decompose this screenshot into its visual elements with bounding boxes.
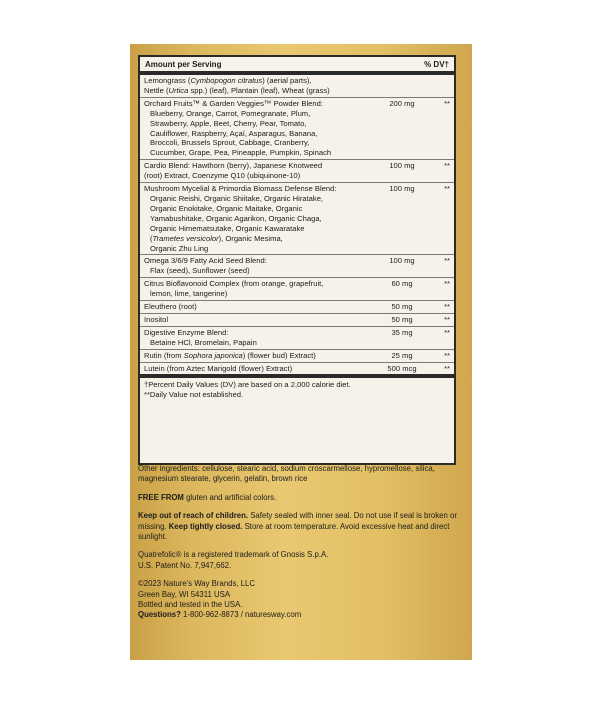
ingredient-line: Yamabushitake, Organic Agarikon, Organic Chaga, (150, 213, 322, 223)
questions-contact: 1-800-962-8873 / naturesway.com (180, 610, 302, 620)
ingredient-amount: 100 mg (389, 184, 415, 194)
ingredient-line: Cardio Blend: Hawthorn (berry), Japanese Knotweed (144, 161, 323, 171)
ingredient-dv: ** (444, 350, 450, 360)
supplement-facts-panel (138, 55, 456, 465)
ingredient-row (140, 75, 454, 98)
ingredient-line: Digestive Enzyme Blend: (144, 327, 229, 337)
ingredient-row (140, 278, 454, 301)
ingredient-row (140, 301, 454, 314)
ingredient-line: (Trametes versicolor), Organic Mesima, (150, 233, 283, 243)
ingredient-line: Organic Himematsutake, Organic Kawaratake (150, 223, 305, 233)
ingredient-dv: ** (444, 363, 450, 373)
copyright-line: ©2023 Nature's Way Brands, LLC (138, 579, 256, 589)
patent-line: U.S. Patent No. 7,947,662. (138, 560, 232, 570)
ingredient-amount: 60 mg (391, 279, 413, 289)
free-from (138, 493, 458, 503)
warning-text (138, 511, 458, 542)
facts-footnotes (140, 378, 454, 402)
ingredient-amount: 100 mg (389, 161, 415, 171)
footnote-not-established: **Daily Value not established. (144, 390, 244, 400)
ingredient-dv: ** (444, 256, 450, 266)
ingredient-row (140, 363, 454, 379)
label-text-section (138, 464, 458, 621)
ingredient-row (140, 314, 454, 327)
supplement-label (130, 44, 472, 660)
ingredient-dv: ** (444, 279, 450, 289)
warning-seal-text: Safety sealed with inner seal. Do not use if seal is broken or missing. (138, 511, 457, 531)
ingredient-amount: 50 mg (391, 314, 413, 324)
ingredient-amount: 100 mg (389, 256, 415, 266)
free-from-label: FREE FROM (138, 492, 184, 502)
ingredient-dv: ** (444, 161, 450, 171)
ingredient-line: Rutin (from Sophora japonica) (flower bud) Extract) (144, 350, 316, 360)
ingredient-line: Strawberry, Apple, Beet, Cherry, Pear, Tomato, (150, 118, 307, 128)
ingredient-amount: 25 mg (391, 350, 413, 360)
ingredient-line: Organic Reishi, Organic Shiitake, Organic Hiratake, (150, 193, 324, 203)
questions-label: Questions? (138, 610, 181, 620)
ingredient-line: Orchard Fruits™ & Garden Veggies™ Powder Blend: (144, 98, 323, 108)
ingredient-amount: 35 mg (391, 327, 413, 337)
ingredient-line: Cauliflower, Raspberry, Açaí, Asparagus, Banana, (150, 128, 318, 138)
daily-value-heading: % DV† (424, 59, 449, 69)
ingredient-line: Nettle (Urtica spp.) (leaf), Plantain (leaf), Wheat (grass) (144, 85, 330, 95)
other-ingredients-label: Other ingredients: (138, 464, 200, 473)
ingredient-amount: 200 mg (389, 98, 415, 108)
trademark-notice (138, 550, 458, 571)
footnote-dv: †Percent Daily Values (DV) are based on a 2,000 calorie diet. (144, 380, 351, 390)
trademark-line: Quatrefolic® is a registered trademark of Gnosis S.p.A. (138, 550, 329, 560)
ingredient-row (140, 350, 454, 363)
ingredient-line: Mushroom Mycelial & Primordia Biomass Defense Blend: (144, 184, 337, 194)
ingredient-line: (root) Extract, Coenzyme Q10 (ubiquinone-10) (144, 171, 301, 181)
ingredient-dv: ** (444, 327, 450, 337)
warning-bold-children: Keep out of reach of children. (138, 511, 249, 521)
ingredient-line: Flax (seed), Sunflower (seed) (150, 266, 250, 276)
ingredient-dv: ** (444, 302, 450, 312)
ingredient-line: Organic Zhu Ling (150, 243, 209, 253)
ingredient-line: Cucumber, Grape, Pea, Pineapple, Pumpkin, Spinach (150, 148, 332, 158)
ingredient-line: Lutein (from Aztec Marigold (flower) Extract) (144, 363, 293, 373)
ingredient-row (140, 98, 454, 160)
ingredient-dv: ** (444, 98, 450, 108)
ingredient-row (140, 255, 454, 278)
ingredient-amount: 50 mg (391, 302, 413, 312)
amount-per-serving-heading: Amount per Serving (145, 59, 222, 69)
facts-header (140, 57, 454, 75)
ingredient-dv: ** (444, 314, 450, 324)
ingredient-row (140, 327, 454, 350)
ingredient-line: Blueberry, Orange, Carrot, Pomegranate, Plum, (150, 108, 311, 118)
ingredient-line: Inositol (144, 314, 169, 324)
warning-bold-closed: Keep tightly closed. (168, 521, 243, 531)
address-line: Green Bay, WI 54311 USA (138, 589, 231, 599)
ingredient-line: Broccoli, Brussels Sprout, Cabbage, Cranberry, (150, 138, 310, 148)
ingredient-line: Organic Enokitake, Organic Maitake, Organic (150, 203, 303, 213)
ingredient-line: Omega 3/6/9 Fatty Acid Seed Blend: (144, 256, 267, 266)
bottled-line: Bottled and tested in the USA. (138, 600, 243, 610)
ingredient-amount: 500 mcg (387, 363, 417, 373)
free-from-text: gluten and artificial colors. (183, 492, 277, 502)
company-info (138, 579, 458, 621)
other-ingredients-text: cellulose, stearic acid, sodium croscarmellose, hypromellose, silica, magnesium stearate, glycerin, gelatin, brown rice (138, 464, 435, 484)
ingredient-line: lemon, lime, tangerine) (150, 289, 228, 299)
warning-storage-text: Store at room temperature. Avoid excessive heat and direct sunlight. (138, 521, 450, 542)
ingredient-line: Eleuthero (root) (144, 302, 197, 312)
ingredient-line: Citrus Bioflavonoid Complex (from orange, grapefruit, (144, 279, 324, 289)
ingredient-dv: ** (444, 184, 450, 194)
ingredient-row (140, 183, 454, 255)
other-ingredients (138, 464, 458, 485)
ingredient-line: Betaine HCl, Bromelain, Papain (150, 337, 257, 347)
ingredient-row (140, 160, 454, 183)
ingredient-line: Lemongrass (Cymbopogon citratus) (aerial parts), (144, 76, 312, 85)
